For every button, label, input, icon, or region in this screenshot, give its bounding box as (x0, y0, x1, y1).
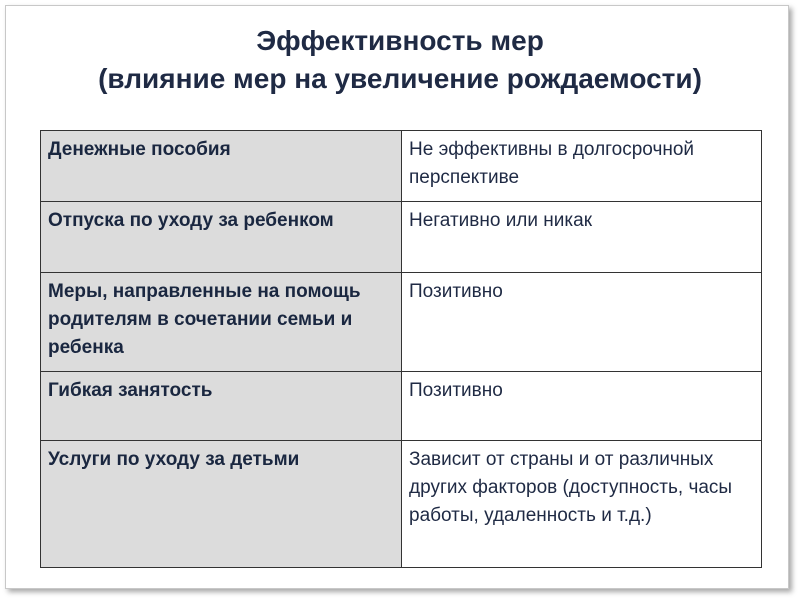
measure-cell: Отпуска по уходу за ребенком (41, 202, 402, 273)
title-line-1: Эффективность мер (256, 25, 544, 56)
table-row (41, 372, 762, 441)
slide-title (0, 22, 800, 98)
effect-cell: Зависит от страны и от различных других факторов (доступность, часы работы, удаленность и т.д.) (402, 441, 762, 568)
title-line-2: (влияние мер на увеличение рождаемости) (98, 63, 702, 94)
table-row (41, 441, 762, 568)
effect-cell: Позитивно (402, 372, 762, 441)
measure-cell: Меры, направленные на помощь родителям в сочетании семьи и ребенка (41, 273, 402, 372)
measures-effectiveness-table (40, 130, 762, 568)
measure-cell: Гибкая занятость (41, 372, 402, 441)
measure-cell: Денежные пособия (41, 131, 402, 202)
effect-cell: Негативно или никак (402, 202, 762, 273)
measure-cell: Услуги по уходу за детьми (41, 441, 402, 568)
table-row (41, 131, 762, 202)
table-row (41, 202, 762, 273)
table-row (41, 273, 762, 372)
effect-cell: Не эффективны в долгосрочной перспективе (402, 131, 762, 202)
effect-cell: Позитивно (402, 273, 762, 372)
